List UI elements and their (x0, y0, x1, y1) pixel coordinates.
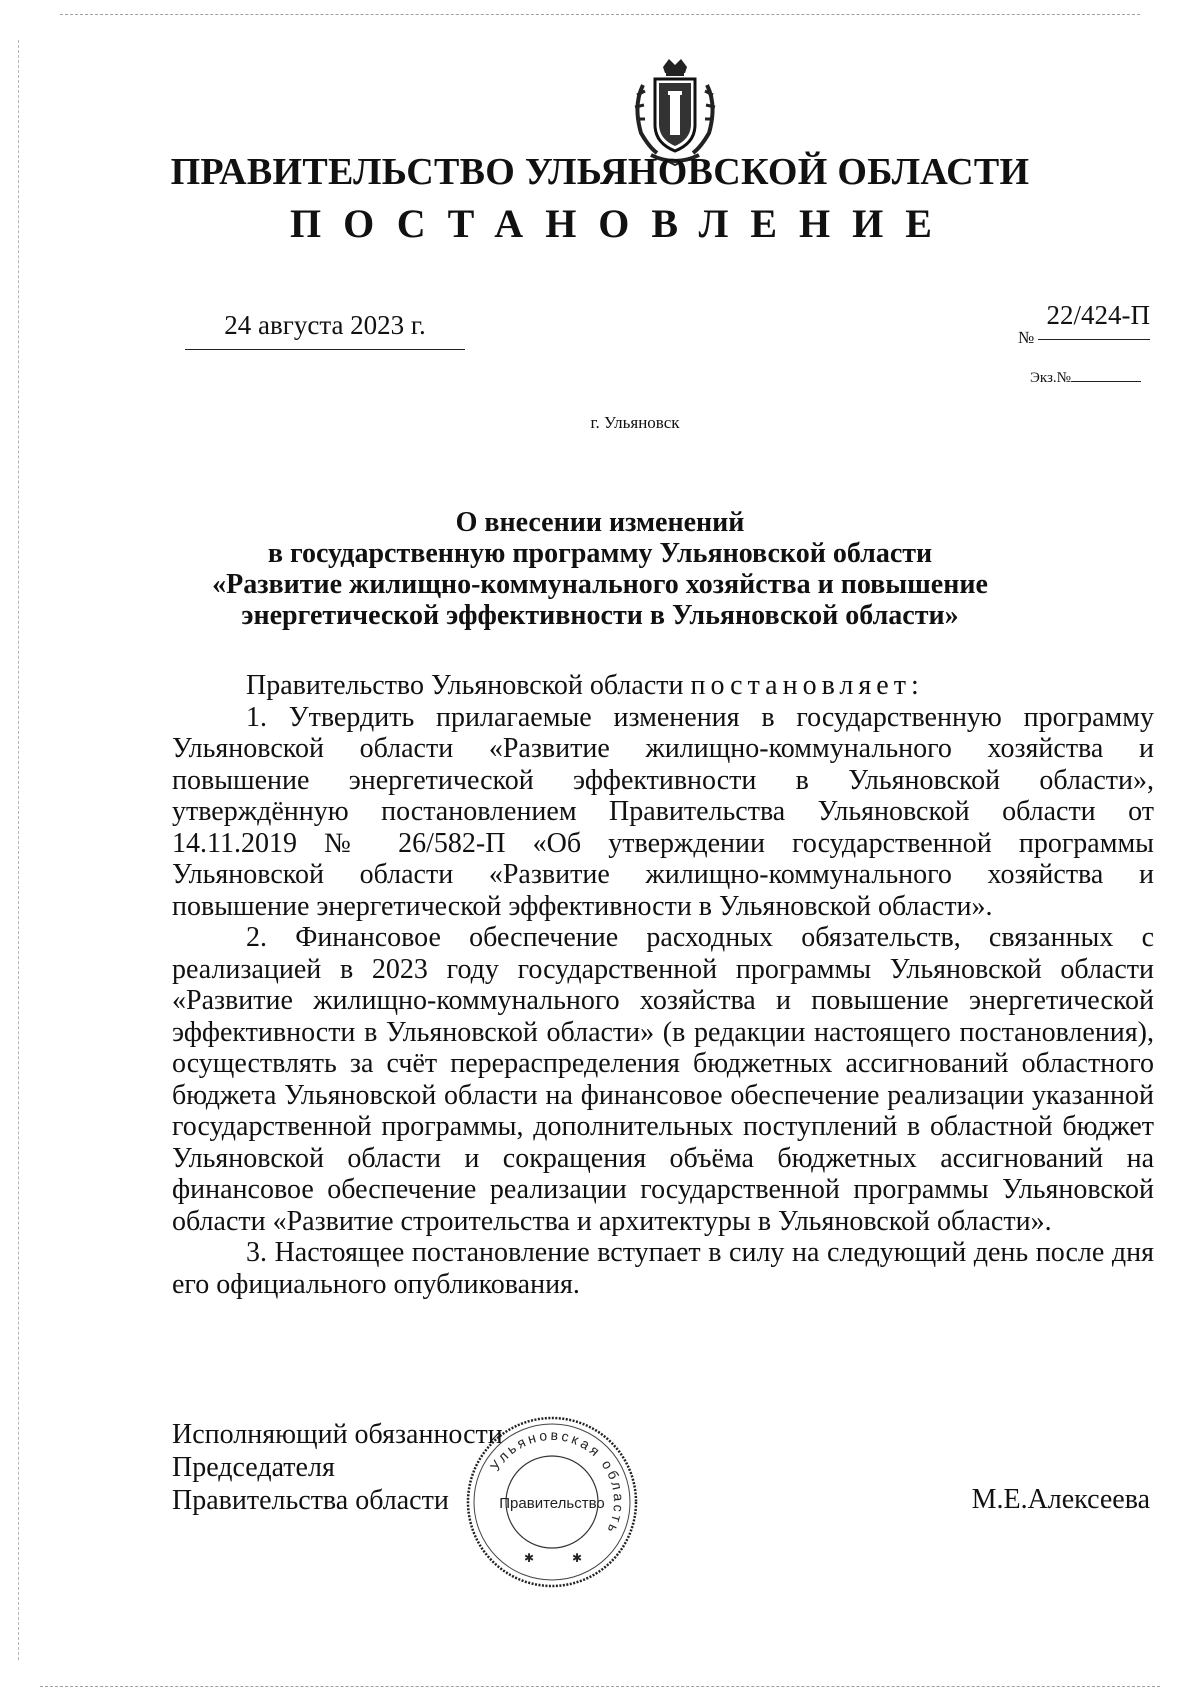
signatory-name: М.Е.Алексеева (971, 1484, 1150, 1515)
preamble (172, 670, 1154, 702)
organization-title: ПРАВИТЕЛЬСТВО УЛЬЯНОВСКОЙ ОБЛАСТИ (170, 151, 1030, 193)
document-date: 24 августа 2023 г. (185, 310, 465, 350)
document-body (172, 670, 1154, 1300)
paragraph-1: 1. Утвердить прилагаемые изменения в государственную программу Ульяновской области «Развитие жилищно-коммунального хозяйства и повышение энергетической эффективности в Ульяновской области», утверждённую постановлением Правительства Ульяновской области от 14.11.2019 № 26/582-П «Об утверждении государственной программы Ульяновской области «Развитие жилищно-коммунального хозяйства и повышение энергетической эффективности в Ульяновской области». (172, 701, 1154, 922)
document-number: 22/424-П (1038, 300, 1150, 340)
preamble-verb: постановляет: (690, 670, 924, 701)
document-type: ПОСТАНОВЛЕНИЕ (290, 201, 954, 246)
paragraph-3: 3. Настоящее постановление вступает в силу на следующий день после дня его официального опубликования. (172, 1237, 1154, 1300)
paragraph-2: 2. Финансовое обеспечение расходных обязательств, связанных с реализацией в 2023 году государственной программы Ульяновской области «Развитие жилищно-коммунального хозяйства и повышение энергетической эффективности в Ульяновской области» (в редакции настоящего постановления), осуществлять за счёт перераспределения бюджетных ассигнований областного бюджета Ульяновской области на финансовое обеспечение реализации указанной государственной программы, дополнительных поступлений в областной бюджет Ульяновской области и сокращения объёма бюджетных ассигнований на финансовое обеспечение реализации государственной программы Ульяновской области «Развитие строительства и архитектуры в Ульяновской области». (172, 922, 1154, 1237)
subject-line: «Развитие жилищно-коммунального хозяйства и повышение (212, 569, 988, 600)
official-seal (462, 1412, 642, 1592)
signatory-position (172, 1418, 503, 1517)
copy-number-line (1071, 381, 1141, 382)
number-sign: № (1018, 328, 1035, 347)
seal-center-text: Правительство (499, 1495, 605, 1512)
document-subject (170, 507, 1030, 631)
subject-line: О внесении изменений (455, 507, 745, 538)
copy-label: Экз.№ (1030, 370, 1071, 386)
copy-number (1030, 370, 1141, 387)
position-line: Правительства области (172, 1485, 449, 1516)
position-line: Председателя (172, 1452, 335, 1483)
city: г. Ульяновск (590, 413, 680, 432)
preamble-text: Правительство Ульяновской области (246, 670, 684, 701)
subject-line: в государственную программу Ульяновской области (267, 538, 933, 569)
scan-edge-bottom (40, 1686, 1160, 1687)
seal-ring-text: Ульяновская область (486, 1426, 628, 1539)
scan-edge-top (60, 14, 1140, 15)
subject-line: энергетической эффективности в Ульяновской области» (241, 600, 959, 631)
seal-star-icon: ✱ (572, 1551, 583, 1565)
seal-star-icon: ✱ (524, 1551, 535, 1565)
svg-text:Ульяновская область (487, 1427, 628, 1538)
scan-edge-left (18, 40, 19, 1660)
position-line: Исполняющий обязанности (172, 1419, 503, 1450)
